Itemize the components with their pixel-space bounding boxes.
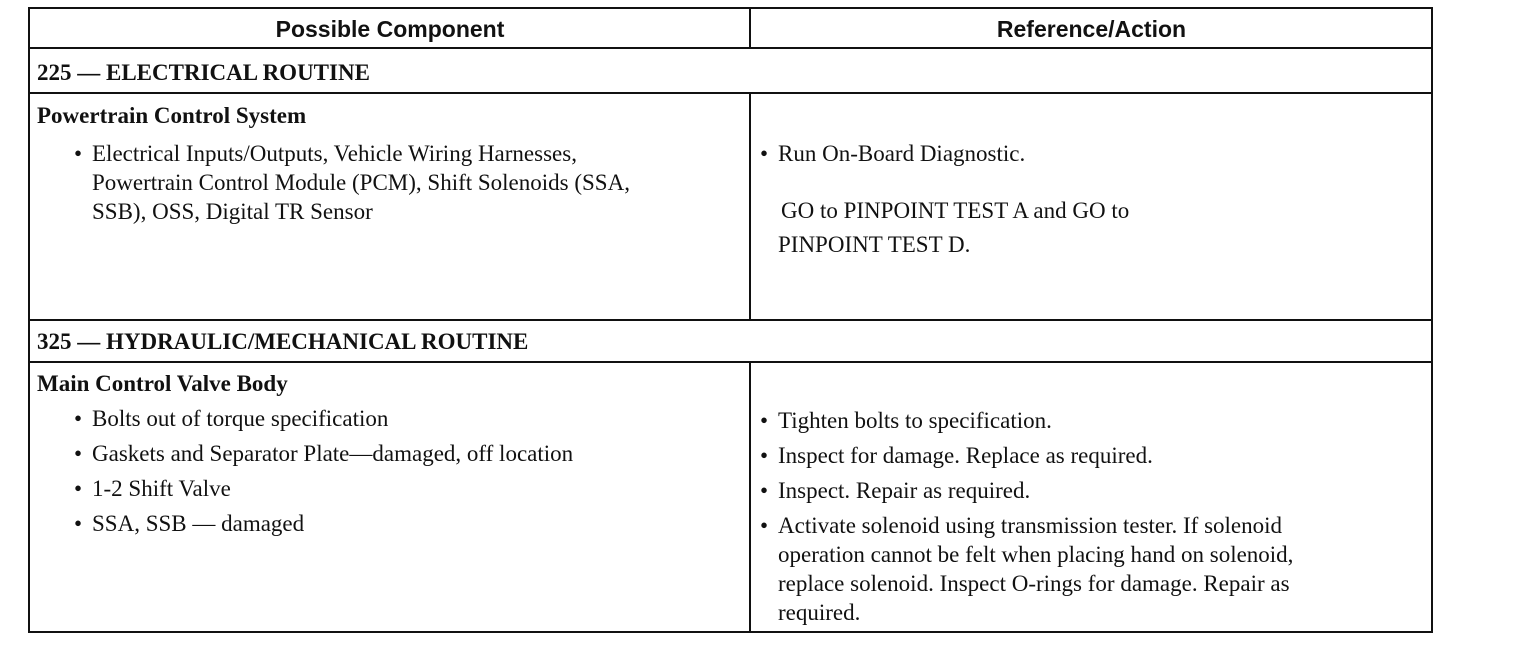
- list-item: [760, 511, 1420, 627]
- action-text: Tighten bolts to specification.: [778, 408, 1052, 433]
- bullet-icon: •: [760, 141, 769, 166]
- column-divider: [749, 361, 751, 633]
- component-text: Bolts out of torque specification: [92, 406, 389, 431]
- column-divider: [749, 9, 751, 47]
- bullet-icon: •: [74, 511, 83, 536]
- action-line: required.: [778, 600, 861, 625]
- action-text: Run On-Board Diagnostic.: [778, 141, 1026, 166]
- action-list-hydraulic: [760, 406, 1420, 627]
- row-divider: [30, 47, 1431, 49]
- diagnosis-table: [28, 7, 1433, 633]
- list-item: [760, 476, 1420, 505]
- list-item: [74, 404, 739, 433]
- group-title-main-control-valve-body: Main Control Valve Body: [37, 371, 288, 396]
- bullet-icon: •: [74, 141, 83, 166]
- action-text: Inspect. Repair as required.: [778, 478, 1031, 503]
- list-item: [760, 406, 1420, 435]
- section-title-hydraulic-mechanical-routine: 325 — HYDRAULIC/MECHANICAL ROUTINE: [37, 329, 529, 354]
- bullet-icon: •: [74, 441, 83, 466]
- component-line: Electrical Inputs/Outputs, Vehicle Wiring Harnesses,: [92, 141, 577, 166]
- column-divider: [749, 92, 751, 319]
- section-title-electrical-routine: 225 — ELECTRICAL ROUTINE: [37, 60, 370, 85]
- action-text: Inspect for damage. Replace as required.: [778, 443, 1153, 468]
- bullet-icon: •: [74, 476, 83, 501]
- component-text: 1-2 Shift Valve: [92, 476, 231, 501]
- action-line: operation cannot be felt when placing hand on solenoid,: [778, 542, 1294, 567]
- action-list-electrical: [760, 139, 1420, 168]
- component-line: Powertrain Control Module (PCM), Shift Solenoids (SSA,: [92, 170, 630, 195]
- component-list-electrical: [74, 139, 739, 226]
- bullet-icon: •: [760, 408, 769, 433]
- component-text: Gaskets and Separator Plate—damaged, off location: [92, 441, 574, 466]
- list-item: [74, 474, 739, 503]
- header-reference-action: Reference/Action: [996, 16, 1187, 42]
- list-item: [74, 509, 739, 538]
- component-list-hydraulic: [74, 404, 739, 538]
- component-text: SSA, SSB — damaged: [92, 511, 305, 536]
- list-item: [760, 139, 1420, 168]
- pinpoint-reference-line: PINPOINT TEST D.: [778, 232, 971, 257]
- bullet-icon: •: [760, 478, 769, 503]
- bullet-icon: •: [74, 406, 83, 431]
- row-divider: [30, 319, 1431, 321]
- component-line: SSB), OSS, Digital TR Sensor: [92, 199, 373, 224]
- bullet-icon: •: [760, 443, 769, 468]
- header-possible-component: Possible Component: [275, 16, 505, 42]
- action-line: Activate solenoid using transmission tester. If solenoid: [778, 513, 1283, 538]
- pinpoint-reference-line: GO to PINPOINT TEST A and GO to: [781, 198, 1130, 223]
- list-item: [74, 139, 739, 226]
- list-item: [74, 439, 739, 468]
- list-item: [760, 441, 1420, 470]
- action-line: replace solenoid. Inspect O-rings for damage. Repair as: [778, 571, 1290, 596]
- bullet-icon: •: [760, 513, 769, 538]
- group-title-powertrain-control-system: Powertrain Control System: [37, 103, 307, 128]
